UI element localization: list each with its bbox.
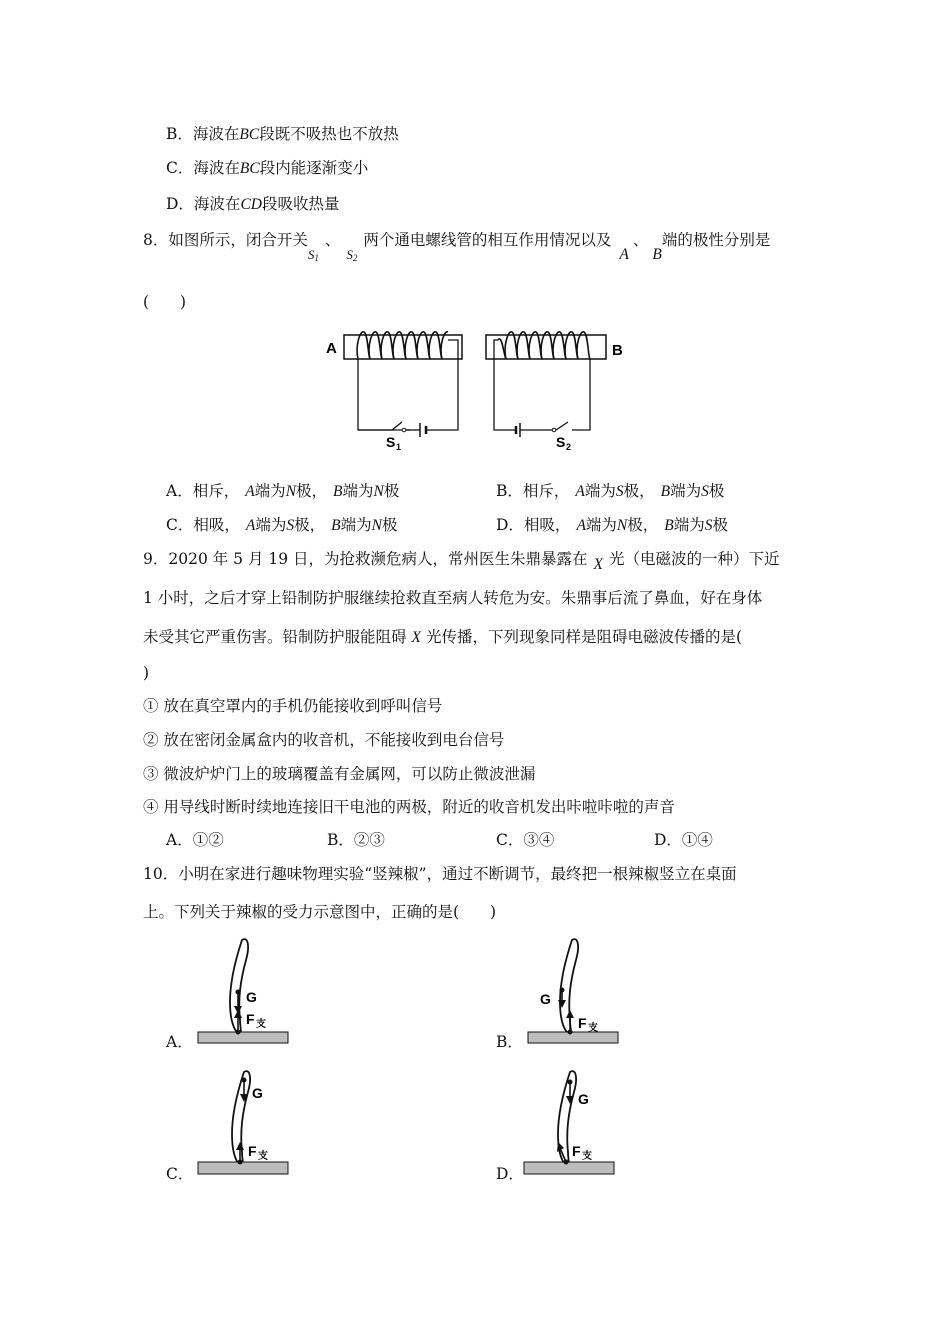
pepper-figure-b (526, 934, 626, 1046)
solenoid-figure (322, 326, 632, 452)
svg-text:支: 支 (258, 1151, 268, 1162)
label-b: B (612, 342, 623, 359)
q8-option-d: D．相吸， A端为N极， B端为S极 (496, 516, 729, 534)
svg-text:F: F (248, 1143, 257, 1159)
q7-option-b: B．海波在BC段既不吸热也不放热 (166, 125, 399, 143)
q9-option-a: A．①② (166, 831, 224, 849)
q9-line-3: 未受其它严重伤害。铅制防护服能阻碍 X 光传播，下列现象同样是阻碍电磁波传播的是( (143, 628, 743, 646)
label-a: A (326, 340, 337, 357)
svg-text:支: 支 (582, 1151, 592, 1162)
q10-label-a: A． (166, 1033, 193, 1051)
q8-answer-paren: ( ) (143, 293, 187, 311)
svg-text:支: 支 (588, 1023, 598, 1034)
svg-text:1: 1 (396, 442, 402, 452)
q9-line-1: 9．2020 年 5 月 19 日，为抢救濒危病人，常州医生朱鼎暴露在 X 光（电磁波的一种）下近 (143, 550, 780, 573)
label-s2: S (556, 434, 566, 450)
q9-item-2: ② 放在密闭金属盒内的收音机，不能接收到电台信号 (143, 731, 505, 749)
pepper-figure-a (196, 934, 296, 1046)
svg-text:支: 支 (256, 1019, 266, 1030)
svg-text:G: G (246, 989, 257, 1005)
q9-option-d: D．①④ (654, 831, 713, 849)
svg-text:G: G (540, 991, 551, 1007)
q10-label-b: B． (496, 1033, 523, 1051)
q7-option-c: C．海波在BC段内能逐渐变小 (166, 159, 369, 177)
q7-option-d: D．海波在CD段吸收热量 (166, 195, 340, 213)
svg-text:G: G (578, 1091, 589, 1107)
pepper-figure-c (196, 1066, 296, 1178)
q9-item-1: ① 放在真空罩内的手机仍能接收到呼叫信号 (143, 697, 443, 715)
q9-option-c: C．③④ (496, 831, 555, 849)
q9-item-3: ③ 微波炉炉门上的玻璃覆盖有金属网，可以防止微波泄漏 (143, 765, 536, 783)
pepper-figure-d (522, 1066, 622, 1178)
svg-text:F: F (578, 1015, 587, 1031)
q8-option-c: C．相吸， A端为S极， B端为N极 (166, 516, 398, 534)
svg-text:G: G (252, 1085, 263, 1101)
q9-item-4: ④ 用导线时断时续地连接旧干电池的两极，附近的收音机发出咔啦咔啦的声音 (143, 798, 675, 816)
q10-label-d: D． (496, 1165, 524, 1183)
q10-line-2: 上。下列关于辣椒的受力示意图中，正确的是( ) (143, 903, 497, 921)
q9-line-4: ) (143, 664, 150, 682)
switch-s1 (392, 422, 402, 430)
label-s1: S (386, 434, 396, 450)
q8-option-b: B．相斥， A端为S极， B端为S极 (496, 482, 725, 500)
svg-text:2: 2 (566, 442, 572, 452)
q9-line-2: 1 小时，之后才穿上铅制防护服继续抢救直至病人转危为安。朱鼎事后流了鼻血，好在身体 (143, 589, 763, 607)
q10-label-c: C． (166, 1165, 194, 1183)
q9-option-b: B．②③ (327, 831, 385, 849)
switch-s2 (552, 428, 556, 432)
q10-line-1: 10．小明在家进行趣味物理实验“竖辣椒”，通过不断调节，最终把一根辣椒竖立在桌面 (143, 865, 737, 883)
q8-option-a: A．相斥， A端为N极， B端为N极 (166, 482, 400, 500)
svg-text:F: F (246, 1011, 255, 1027)
svg-text:F: F (572, 1143, 581, 1159)
q8-stem: 8．如图所示，闭合开关$_{S1}$、$_{S2}$两个通电螺线管的相互作用情况以及A、B端的极性分别是 (143, 231, 771, 263)
